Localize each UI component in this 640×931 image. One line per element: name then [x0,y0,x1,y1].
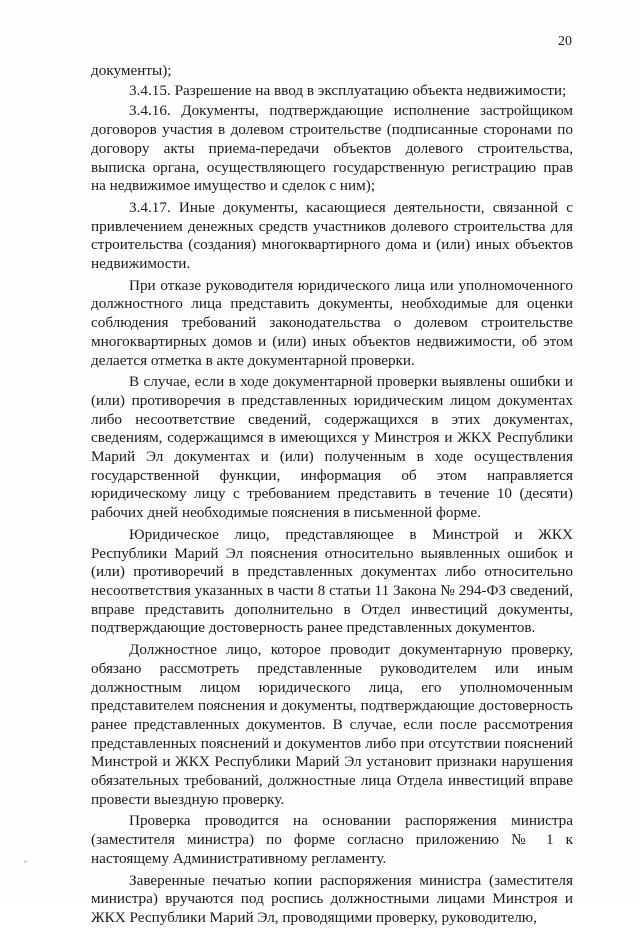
paragraph-certified-copies: Заверенные печатью копии распоряжения министра (заместителя министра) вручаются под роспись должностными лицами Минстроя и ЖКХ Республики Марий Эл, проводящими проверку, руководителю, [91,871,573,926]
scan-speck [24,860,27,863]
document-body [91,62,573,931]
paragraph-continuation: документы); [91,62,172,79]
paragraph-item-3-4-16: 3.4.16. Документы, подтверждающие исполнение застройщиком договоров участия в долевом строительстве (подписанные сторонами по договору акты приема-передачи объектов долевого строительства, выписка органа, осуществляющего государственную регистрацию прав на недвижимое имущество и сделок с ним); [91,102,573,195]
paragraph-refusal: При отказе руководителя юридического лица или уполномоченного должностного лица представить документы, необходимые для оценки соблюдения требований законодательства о долевом строительстве многоквартирных домов и (или) иных объектов недвижимости, об этом делается отметка в акте документарной проверки. [91,276,573,369]
paragraph-official-review: Должностное лицо, которое проводит документарную проверку, обязано рассмотреть представленные руководителем или иным должностным лицом юридического лица, его уполномоченным представителем пояснения и документы, подтверждающие достоверность ранее представленных документов. В случае, если после рассмотрения представленных пояснений и документов либо при отсутствии пояснений Минстрой и ЖКХ Республики Марий Эл установит признаки нарушения обязательных требований, должностные лица Отдела инвестиций вправе провести выездную проверку. [91,641,573,808]
paragraph-item-3-4-15: 3.4.15. Разрешение на ввод в эксплуатацию объекта недвижимости; [129,81,567,99]
paragraph-item-3-4-17: 3.4.17. Иные документы, касающиеся деятельности, связанной с привлечением денежных средств участников долевого строительства для строительства (создания) многоквартирного дома и (или) иных объектов недвижимости. [91,198,573,273]
paragraph-explanations: Юридическое лицо, представляющее в Минстрой и ЖКХ Республики Марий Эл пояснения относительно выявленных ошибок и (или) противоречий в представленных документах либо относительно несоответствия указанных в части 8 статьи 11 Закона № 294-ФЗ сведений, вправе представить дополнительно в Отдел инвестиций документы, подтверждающие достоверность ранее представленных документов. [91,525,573,637]
page-number: 20 [558,34,572,49]
paragraph-inspection-basis: Проверка проводится на основании распоряжения министра (заместителя министра) по форме согласно приложению № 1 к настоящему Административному регламенту. [91,812,573,867]
paragraph-errors-found: В случае, если в ходе документарной проверки выявлены ошибки и (или) противоречия в представленных юридическим лицом документах либо несоответствие сведений, содержащихся в этих документах, сведениям, содержащимся в имеющихся у Минстроя и ЖКХ Республики Марий Эл документах и (или) полученным в ходе осуществления государственной функции, информация об этом направляется юридическому лицу с требованием представить в течение 10 (десяти) рабочих дней необходимые пояснения в письменной форме. [91,373,573,522]
